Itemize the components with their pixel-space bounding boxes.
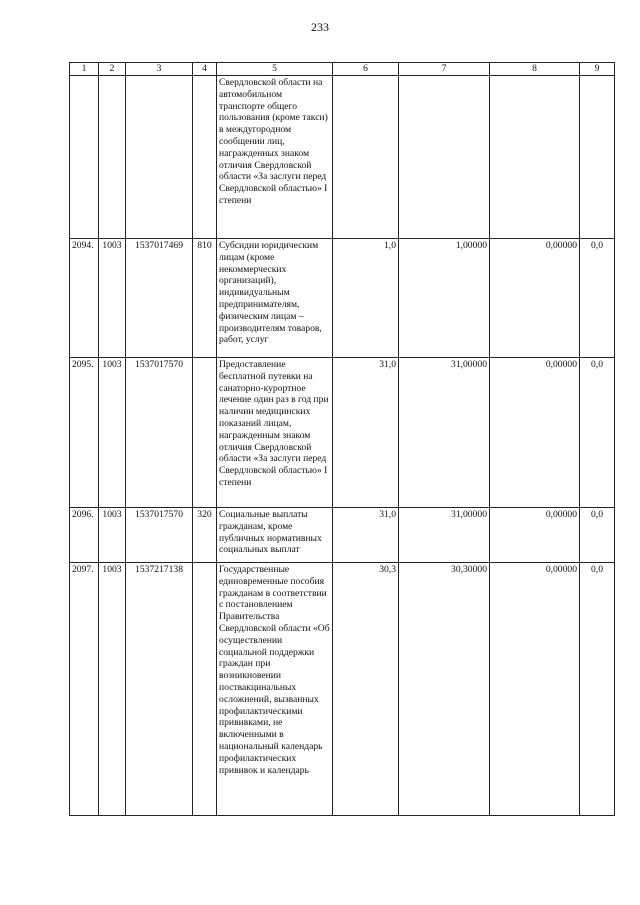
expense-type: [193, 76, 217, 239]
value-col8: [490, 76, 580, 239]
description: Социальные выплаты гражданам, кроме публичных нормативных социальных выплат: [217, 508, 333, 563]
target-article: [126, 76, 193, 239]
header-cell: 6: [333, 63, 399, 76]
target-article: 1537017570: [126, 358, 193, 508]
header-row: [70, 63, 615, 76]
section-code: [99, 76, 126, 239]
expense-type: 810: [193, 239, 217, 358]
row-number: 2096.: [70, 508, 99, 563]
description: Субсидии юридическим лицам (кроме некоммерческих организаций), индивидуальным предпринимателям, физическим лицам – производителям товаров, работ, услуг: [217, 239, 333, 358]
table-row: [70, 76, 615, 239]
value-col7: 30,30000: [399, 563, 490, 816]
value-col8: 0,00000: [490, 358, 580, 508]
expense-type: [193, 358, 217, 508]
header-cell: 8: [490, 63, 580, 76]
row-number: [70, 76, 99, 239]
value-col9: 0,0: [580, 508, 615, 563]
value-col8: 0,00000: [490, 563, 580, 816]
value-col6: [333, 76, 399, 239]
expense-type: 320: [193, 508, 217, 563]
header-cell: 4: [193, 63, 217, 76]
value-col6: 1,0: [333, 239, 399, 358]
header-cell: 2: [99, 63, 126, 76]
value-col7: 31,00000: [399, 358, 490, 508]
table-row: [70, 239, 615, 358]
target-article: 1537017570: [126, 508, 193, 563]
value-col8: 0,00000: [490, 239, 580, 358]
description: Свердловской области на автомобильном транспорте общего пользования (кроме такси) в междугородном сообщении лиц, награжденных знаком отличия Свердловской области «За заслуги перед Свердловской областью» I степени: [217, 76, 333, 239]
header-cell: 3: [126, 63, 193, 76]
section-code: 1003: [99, 239, 126, 358]
section-code: 1003: [99, 508, 126, 563]
target-article: 1537017469: [126, 239, 193, 358]
value-col9: 0,0: [580, 239, 615, 358]
row-number: 2097.: [70, 563, 99, 816]
header-cell: 1: [70, 63, 99, 76]
description: Государственные единовременные пособия гражданам в соответствии с постановлением Правительства Свердловской области «Об осуществлении социальной поддержки граждан при возникновении поствакцинальных осложнений, вызванных профилактическими прививками, не включенными в национальный календарь профилактических прививок и календарь: [217, 563, 333, 816]
table-row: [70, 508, 615, 563]
budget-table: [69, 62, 615, 816]
table-row: [70, 563, 615, 816]
value-col6: 31,0: [333, 358, 399, 508]
expense-type: [193, 563, 217, 816]
value-col9: [580, 76, 615, 239]
row-number: 2095.: [70, 358, 99, 508]
value-col6: 31,0: [333, 508, 399, 563]
page-number: 233: [311, 20, 329, 34]
row-number: 2094.: [70, 239, 99, 358]
value-col9: 0,0: [580, 358, 615, 508]
header-cell: 9: [580, 63, 615, 76]
value-col6: 30,3: [333, 563, 399, 816]
description: Предоставление бесплатной путевки на санаторно-курортное лечение один раз в год при наличии медицинских показаний лицам, награжденным знаком отличия Свердловской области «За заслуги перед Свердловской областью» I степени: [217, 358, 333, 508]
section-code: 1003: [99, 358, 126, 508]
value-col9: 0,0: [580, 563, 615, 816]
header-cell: 7: [399, 63, 490, 76]
table-row: [70, 358, 615, 508]
value-col7: [399, 76, 490, 239]
header-cell: 5: [217, 63, 333, 76]
section-code: 1003: [99, 563, 126, 816]
value-col7: 31,00000: [399, 508, 490, 563]
target-article: 1537217138: [126, 563, 193, 816]
value-col8: 0,00000: [490, 508, 580, 563]
value-col7: 1,00000: [399, 239, 490, 358]
